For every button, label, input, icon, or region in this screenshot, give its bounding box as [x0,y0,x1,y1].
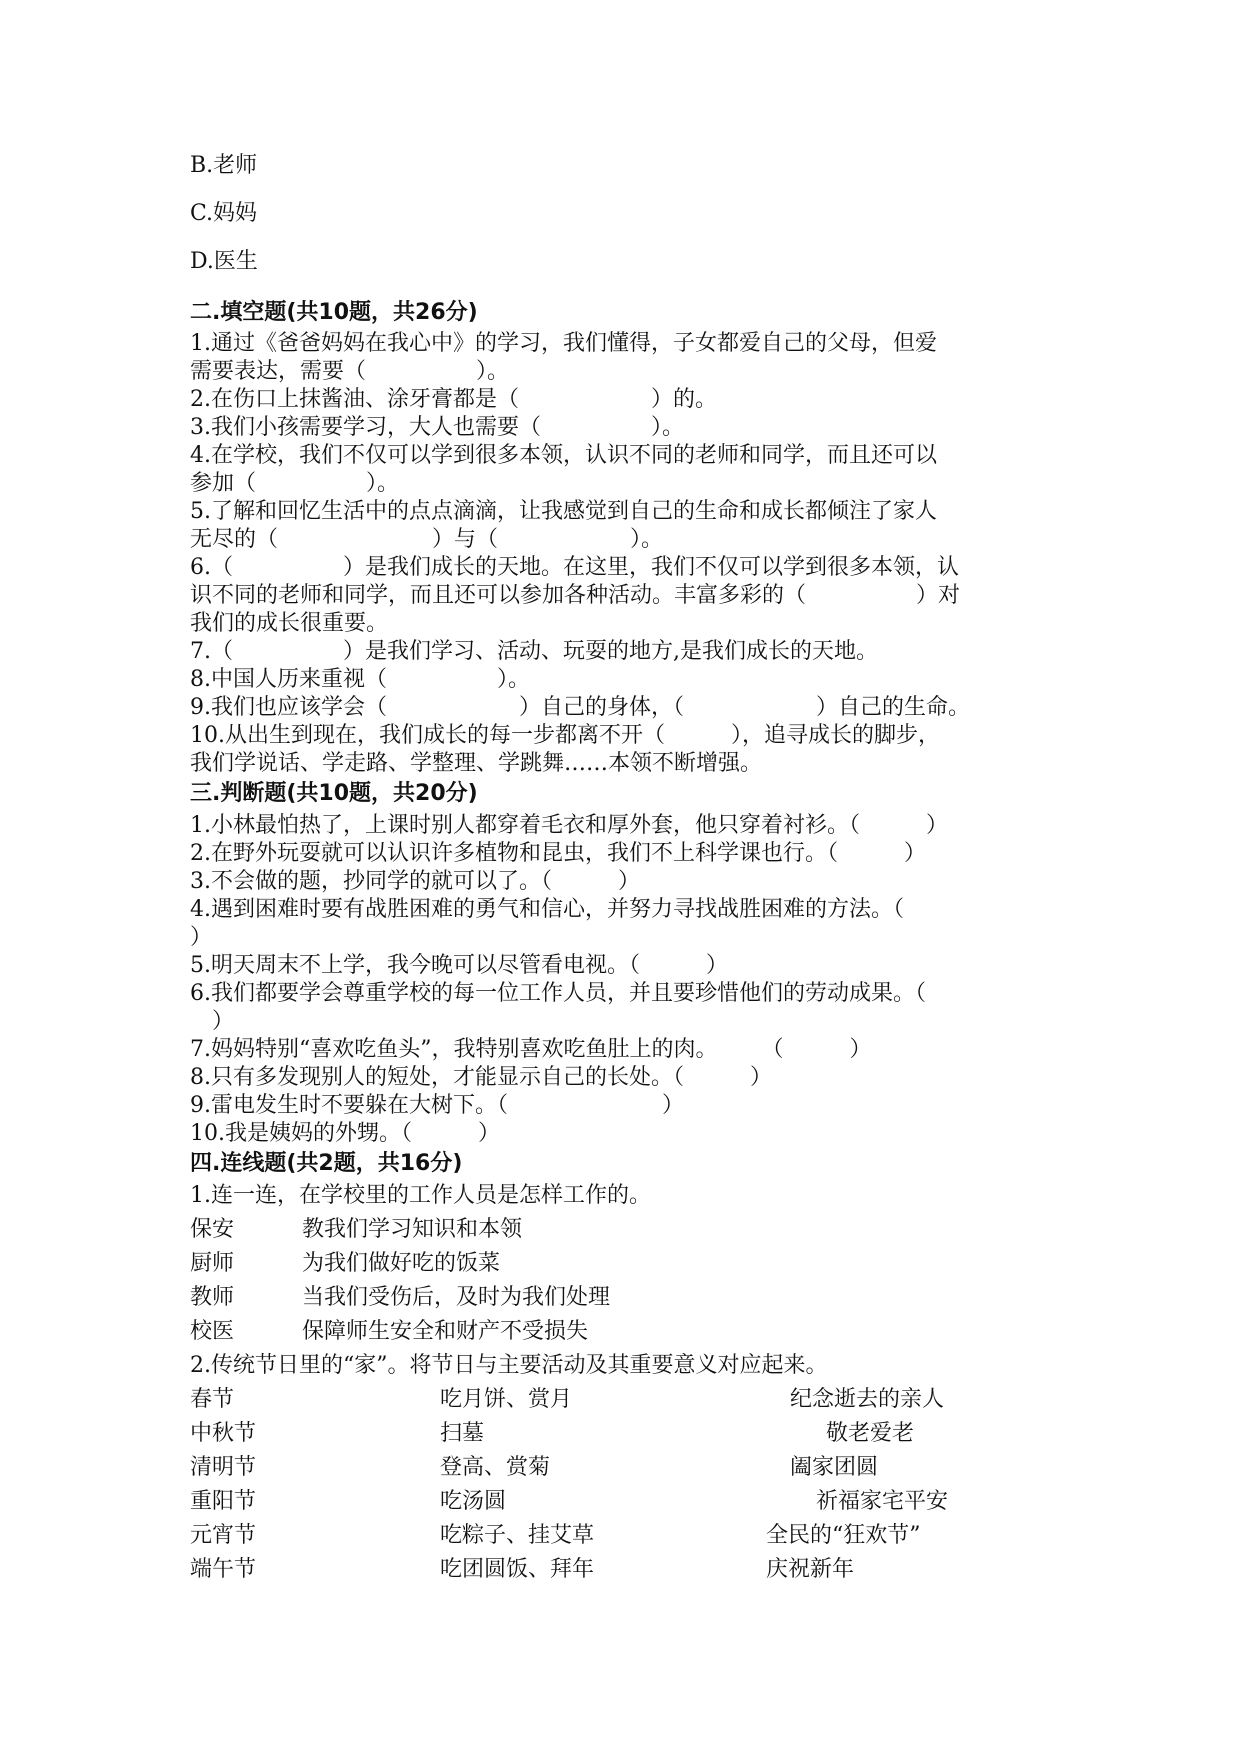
festival-name: 元宵节 [190,1523,257,1548]
fill-line: 我们学说话、学走路、学整理、学跳舞……本领不断增强。 [190,751,763,776]
fill-line: 无尽的（ ）与（ ）。 [190,527,664,552]
festival-meaning: 敬老爱老 [826,1421,915,1446]
fill-line: 识不同的老师和同学，而且还可以参加各种活动。丰富多彩的（ ）对 [190,583,961,608]
festival-name: 清明节 [190,1455,257,1480]
festival-activity: 登高、赏菊 [440,1455,551,1480]
judge-line: 7.妈妈特别“喜欢吃鱼头”，我特别喜欢吃鱼肚上的肉。 （ ） [190,1037,872,1062]
judge-line: 6.我们都要学会尊重学校的每一位工作人员，并且要珍惜他们的劳动成果。（ [190,981,926,1006]
judge-line: 2.在野外玩耍就可以认识许多植物和昆虫，我们不上科学课也行。（ ） [190,841,926,866]
festival-activity: 扫墓 [440,1421,485,1446]
festival-meaning: 庆祝新年 [766,1557,855,1582]
section2-heading: 二.填空题(共10题，共26分) [190,300,478,325]
fill-line: 10.从出生到现在，我们成长的每一步都离不开（ ），追寻成长的脚步， [190,723,940,748]
judge-line: ） [190,925,213,950]
staff-role: 保安 [190,1217,235,1242]
festival-meaning: 纪念逝去的亲人 [790,1387,945,1412]
festival-activity: 吃粽子、挂艾草 [440,1523,595,1548]
festival-meaning: 阖家团圆 [790,1455,879,1480]
staff-duty: 保障师生安全和财产不受损失 [302,1319,589,1344]
festival-activity: 吃汤圆 [440,1489,507,1514]
fill-line: 7.（ ）是我们学习、活动、玩耍的地方,是我们成长的天地。 [190,639,878,664]
fill-line: 6.（ ）是我们成长的天地。在这里，我们不仅可以学到很多本领，认 [190,555,959,580]
option-d: D.医生 [190,249,258,274]
fill-line: 8.中国人历来重视（ ）。 [190,667,530,692]
festival-activity: 吃月饼、赏月 [440,1387,573,1412]
festival-meaning: 祈福家宅平安 [816,1489,949,1514]
judge-line: 9.雷电发生时不要躲在大树下。（ ） [190,1093,684,1118]
judge-line: 4.遇到困难时要有战胜困难的勇气和信心，并努力寻找战胜困难的方法。（ [190,897,904,922]
festival-name: 春节 [190,1387,235,1412]
judge-line: 3.不会做的题，抄同学的就可以了。（ ） [190,869,640,894]
option-b: B.老师 [190,153,258,178]
fill-line: 4.在学校，我们不仅可以学到很多本领，认识不同的老师和同学，而且还可以 [190,443,937,468]
judge-line: 10.我是姨妈的外甥。（ ） [190,1121,500,1146]
fill-line: 需要表达，需要（ ）。 [190,359,510,384]
festival-name: 重阳节 [190,1489,257,1514]
staff-role: 厨师 [190,1251,235,1276]
staff-role: 校医 [190,1319,235,1344]
match-q1-title: 1.连一连，在学校里的工作人员是怎样工作的。 [190,1183,651,1208]
fill-line: 9.我们也应该学会（ ）自己的身体，（ ）自己的生命。 [190,695,970,720]
staff-role: 教师 [190,1285,235,1310]
staff-duty: 为我们做好吃的饭菜 [302,1251,501,1276]
match-q2-title: 2.传统节日里的“家”。将节日与主要活动及其重要意义对应起来。 [190,1353,828,1378]
fill-line: 我们的成长很重要。 [190,611,389,636]
option-c: C.妈妈 [190,201,258,226]
fill-line: 3.我们小孩需要学习，大人也需要（ ）。 [190,415,684,440]
fill-line: 5.了解和回忆生活中的点点滴滴，让我感觉到自己的生命和成长都倾注了家人 [190,499,937,524]
section4-heading: 四.连线题(共2题，共16分) [190,1151,463,1176]
staff-duty: 当我们受伤后，及时为我们处理 [302,1285,611,1310]
fill-line: 参加（ ）。 [190,471,400,496]
judge-line: 1.小林最怕热了，上课时别人都穿着毛衣和厚外套，他只穿着衬衫。（ ） [190,813,948,838]
fill-line: 2.在伤口上抹酱油、涂牙膏都是（ ）的。 [190,387,717,412]
staff-duty: 教我们学习知识和本领 [302,1217,523,1242]
judge-line: 5.明天周末不上学，我今晚可以尽管看电视。（ ） [190,953,728,978]
judge-line: ） [190,1009,235,1034]
festival-meaning: 全民的“狂欢节” [766,1523,921,1548]
fill-line: 1.通过《爸爸妈妈在我心中》的学习，我们懂得，子女都爱自己的父母，但爱 [190,331,937,356]
festival-activity: 吃团圆饭、拜年 [440,1557,595,1582]
festival-name: 中秋节 [190,1421,257,1446]
section3-heading: 三.判断题(共10题，共20分) [190,781,478,806]
judge-line: 8.只有多发现别人的短处，才能显示自己的长处。（ ） [190,1065,772,1090]
festival-name: 端午节 [190,1557,257,1582]
